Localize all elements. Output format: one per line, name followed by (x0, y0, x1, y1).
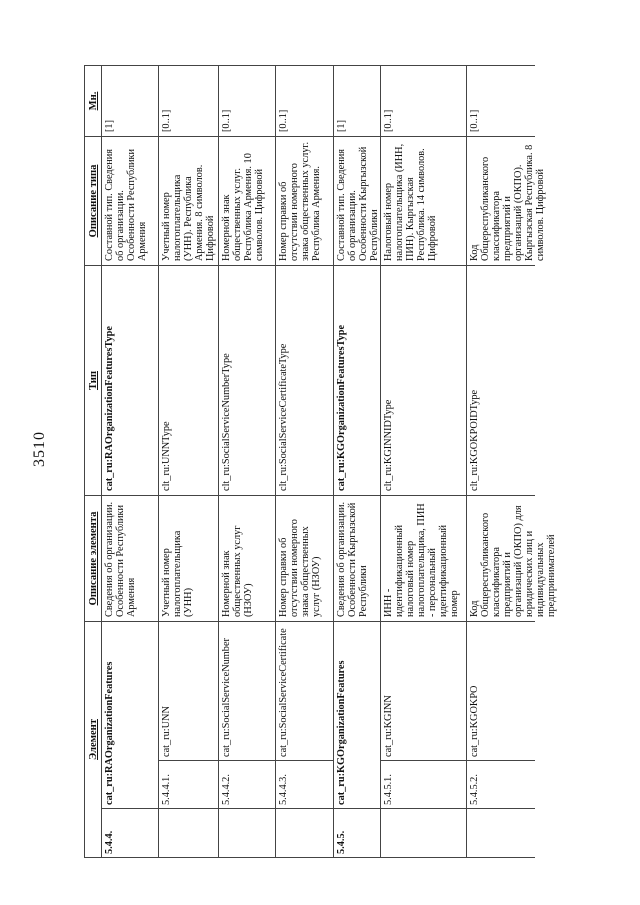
element-name: cat_ru:KGINN (381, 622, 466, 761)
multiplicity: [0..1] (219, 65, 275, 137)
table-row (381, 65, 467, 858)
element-name: cat_ru:KGOKPO (467, 622, 535, 761)
row-number: 5.4.4.1. (159, 761, 218, 809)
element-name: cat_ru:UNN (159, 622, 218, 761)
type-description: Номер справки об отсутствии номерного знака общественных услуг. Республика Армения. (276, 137, 333, 266)
type-name: clt_ru:KGINNIDType (381, 266, 466, 496)
element-description: Номер справки об отсутствии номерного знака общественных услуг (НЗОУ) (276, 496, 333, 622)
table-row (219, 65, 276, 858)
element-name: cat_ru:RAOrganizationFeatures (102, 622, 158, 809)
element-name: cat_ru:SocialServiceCertificate (276, 622, 333, 761)
table-row (159, 65, 219, 858)
type-name: clt_ru:KGOKPOIDType (467, 266, 535, 496)
header-type: Тип (85, 266, 101, 496)
row-number: 5.4.4. (104, 830, 115, 854)
type-description: Составной тип. Сведения об организации. Особенности Кыргызской Республики (334, 137, 380, 266)
type-name: clt_ru:UNNType (159, 266, 218, 496)
row-number: 5.4.5.1. (381, 761, 466, 809)
type-description: Налоговый номер налогоплательщика (ИНН, ПИН). Кыргызская Республика. 14 символов. Цифровой (381, 137, 466, 266)
header-element: Элемент (85, 622, 101, 858)
multiplicity: [1] (102, 65, 158, 137)
multiplicity: [0..1] (381, 65, 466, 137)
header-type-desc: Описание типа (85, 137, 101, 266)
table-row (467, 65, 557, 858)
element-name: cat_ru:KGOrganizationFeatures (334, 622, 380, 809)
type-name: cat_ru:RAOrganizationFeaturesType (102, 266, 158, 496)
element-description: Номерной знак общественных услуг (НЗОУ) (219, 496, 275, 622)
table-row (334, 65, 381, 858)
type-name: clt_ru:SocialServiceCertificateType (276, 266, 333, 496)
type-description: Составной тип. Сведения об организации. Особенности Республики Армения (102, 137, 158, 266)
multiplicity: [1] (334, 65, 380, 137)
row-number: 5.4.4.2. (219, 761, 275, 809)
element-description: Сведения об организации. Особенности Кыргызской Республики (334, 496, 380, 622)
multiplicity: [0..1] (467, 65, 535, 137)
table-frame (84, 65, 557, 858)
row-number: 5.4.5.2. (467, 761, 535, 809)
table-row (102, 65, 159, 858)
row-number: 5.4.4.3. (276, 761, 333, 809)
table-row (276, 65, 334, 858)
table-header (84, 65, 102, 858)
element-description: Учетный номер налогоплательщика (УНН) (159, 496, 218, 622)
element-description: Код Общереспубликанского классификатора предприятий и организаций (ОКПО) для юридических лиц и индивидуальных предпринимателей (467, 496, 535, 622)
type-name: cat_ru:KGOrganizationFeaturesType (334, 266, 380, 496)
element-description: ИНН - идентификационный налоговый номер налогоплательщика, ПИН - персональный идентификационный номер (381, 496, 466, 622)
header-multiplicity: Мн. (85, 65, 101, 137)
page-number: 3510 (31, 431, 48, 467)
type-name: clt_ru:SocialServiceNumberType (219, 266, 275, 496)
type-description: Номерной знак общественных услуг. Республика Армения. 10 символов. Цифровой (219, 137, 275, 266)
row-number: 5.4.5. (336, 830, 347, 854)
elements-table (84, 65, 557, 858)
multiplicity: [0..1] (276, 65, 333, 137)
type-description: Учетный номер налогоплательщика (УНН). Республика Армения. 8 символов. Цифровой (159, 137, 218, 266)
header-element-desc: Описание элемента (85, 496, 101, 622)
element-description: Сведения об организации. Особенности Республики Армения (102, 496, 158, 622)
multiplicity: [0..1] (159, 65, 218, 137)
type-description: Код Общереспубликанского классификатора предприятий и организаций (ОКПО). Кыргызская Республика. 8 символов. Цифровой (467, 137, 535, 266)
element-name: cat_ru:SocialServiceNumber (219, 622, 275, 761)
